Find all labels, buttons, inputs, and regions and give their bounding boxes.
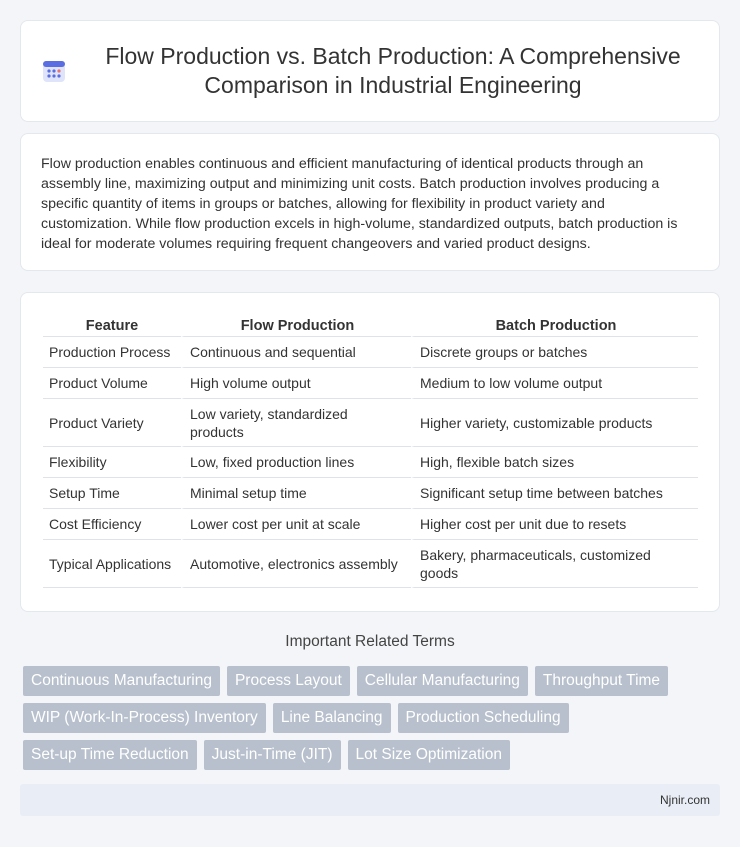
tag-process-layout[interactable]: Process Layout [227, 666, 350, 696]
table-cell: Medium to low volume output [411, 368, 698, 399]
tag-lot-size-optimization[interactable]: Lot Size Optimization [348, 740, 510, 770]
table-cell: High, flexible batch sizes [411, 447, 698, 478]
table-cell: Typical Applications [43, 540, 181, 588]
table-cell: Significant setup time between batches [411, 478, 698, 509]
table-row [43, 509, 698, 540]
related-terms-tags [23, 666, 723, 777]
tag-wip-inventory[interactable]: WIP (Work-In-Process) Inventory [23, 703, 266, 733]
table-cell: Production Process [43, 337, 181, 368]
tag-continuous-manufacturing[interactable]: Continuous Manufacturing [23, 666, 220, 696]
table-header-row [43, 313, 698, 337]
footer [20, 784, 720, 816]
tag-setup-time-reduction[interactable]: Set-up Time Reduction [23, 740, 197, 770]
table-cell: Flexibility [43, 447, 181, 478]
page-title: Flow Production vs. Batch Production: A Comprehensive Comparison in Industrial Engineering [105, 43, 681, 98]
tag-row [23, 666, 723, 696]
header-feature: Feature [43, 313, 181, 337]
table-cell: Setup Time [43, 478, 181, 509]
table-row [43, 540, 698, 588]
table-cell: Minimal setup time [181, 478, 411, 509]
table-row [43, 368, 698, 399]
comparison-table [43, 313, 698, 588]
title-card [20, 20, 720, 122]
tag-throughput-time[interactable]: Throughput Time [535, 666, 668, 696]
table-row [43, 399, 698, 447]
intro-card [20, 133, 720, 271]
table-cell: Automotive, electronics assembly [181, 540, 411, 588]
table-row [43, 337, 698, 368]
related-terms-title: Important Related Terms [285, 633, 455, 650]
table-cell: Lower cost per unit at scale [181, 509, 411, 540]
tag-just-in-time[interactable]: Just-in-Time (JIT) [204, 740, 341, 770]
header-batch-production: Batch Production [411, 313, 698, 337]
footer-site-link[interactable]: Njnir.com [659, 793, 710, 807]
table-cell: Product Variety [43, 399, 181, 447]
tag-production-scheduling[interactable]: Production Scheduling [398, 703, 569, 733]
table-cell: Higher variety, customizable products [411, 399, 698, 447]
table-cell: Bakery, pharmaceuticals, customized goods [411, 540, 698, 588]
table-cell: Discrete groups or batches [411, 337, 698, 368]
table-row [43, 447, 698, 478]
table-cell: Product Volume [43, 368, 181, 399]
header-flow-production: Flow Production [181, 313, 411, 337]
table-cell: Low variety, standardized products [181, 399, 411, 447]
comparison-table-card [20, 292, 720, 612]
tag-row [23, 740, 723, 770]
tag-row [23, 703, 723, 733]
table-row [43, 478, 698, 509]
intro-paragraph: Flow production enables continuous and efficient manufacturing of identical products through an assembly line, maximizing output and minimizing unit costs. Batch production involves producing a specific quantity of items in groups or batches, allowing for flexibility in product variety and customization. While flow production excels in high-volume, standardized outputs, batch production is ideal for moderate volumes requiring frequent changeovers and varied product designs. [41, 156, 678, 252]
calendar-grid-icon [41, 58, 67, 84]
table-cell: Cost Efficiency [43, 509, 181, 540]
table-cell: Continuous and sequential [181, 337, 411, 368]
table-cell: Higher cost per unit due to resets [411, 509, 698, 540]
table-cell: Low, fixed production lines [181, 447, 411, 478]
table-cell: High volume output [181, 368, 411, 399]
tag-line-balancing[interactable]: Line Balancing [273, 703, 391, 733]
tag-cellular-manufacturing[interactable]: Cellular Manufacturing [357, 666, 528, 696]
